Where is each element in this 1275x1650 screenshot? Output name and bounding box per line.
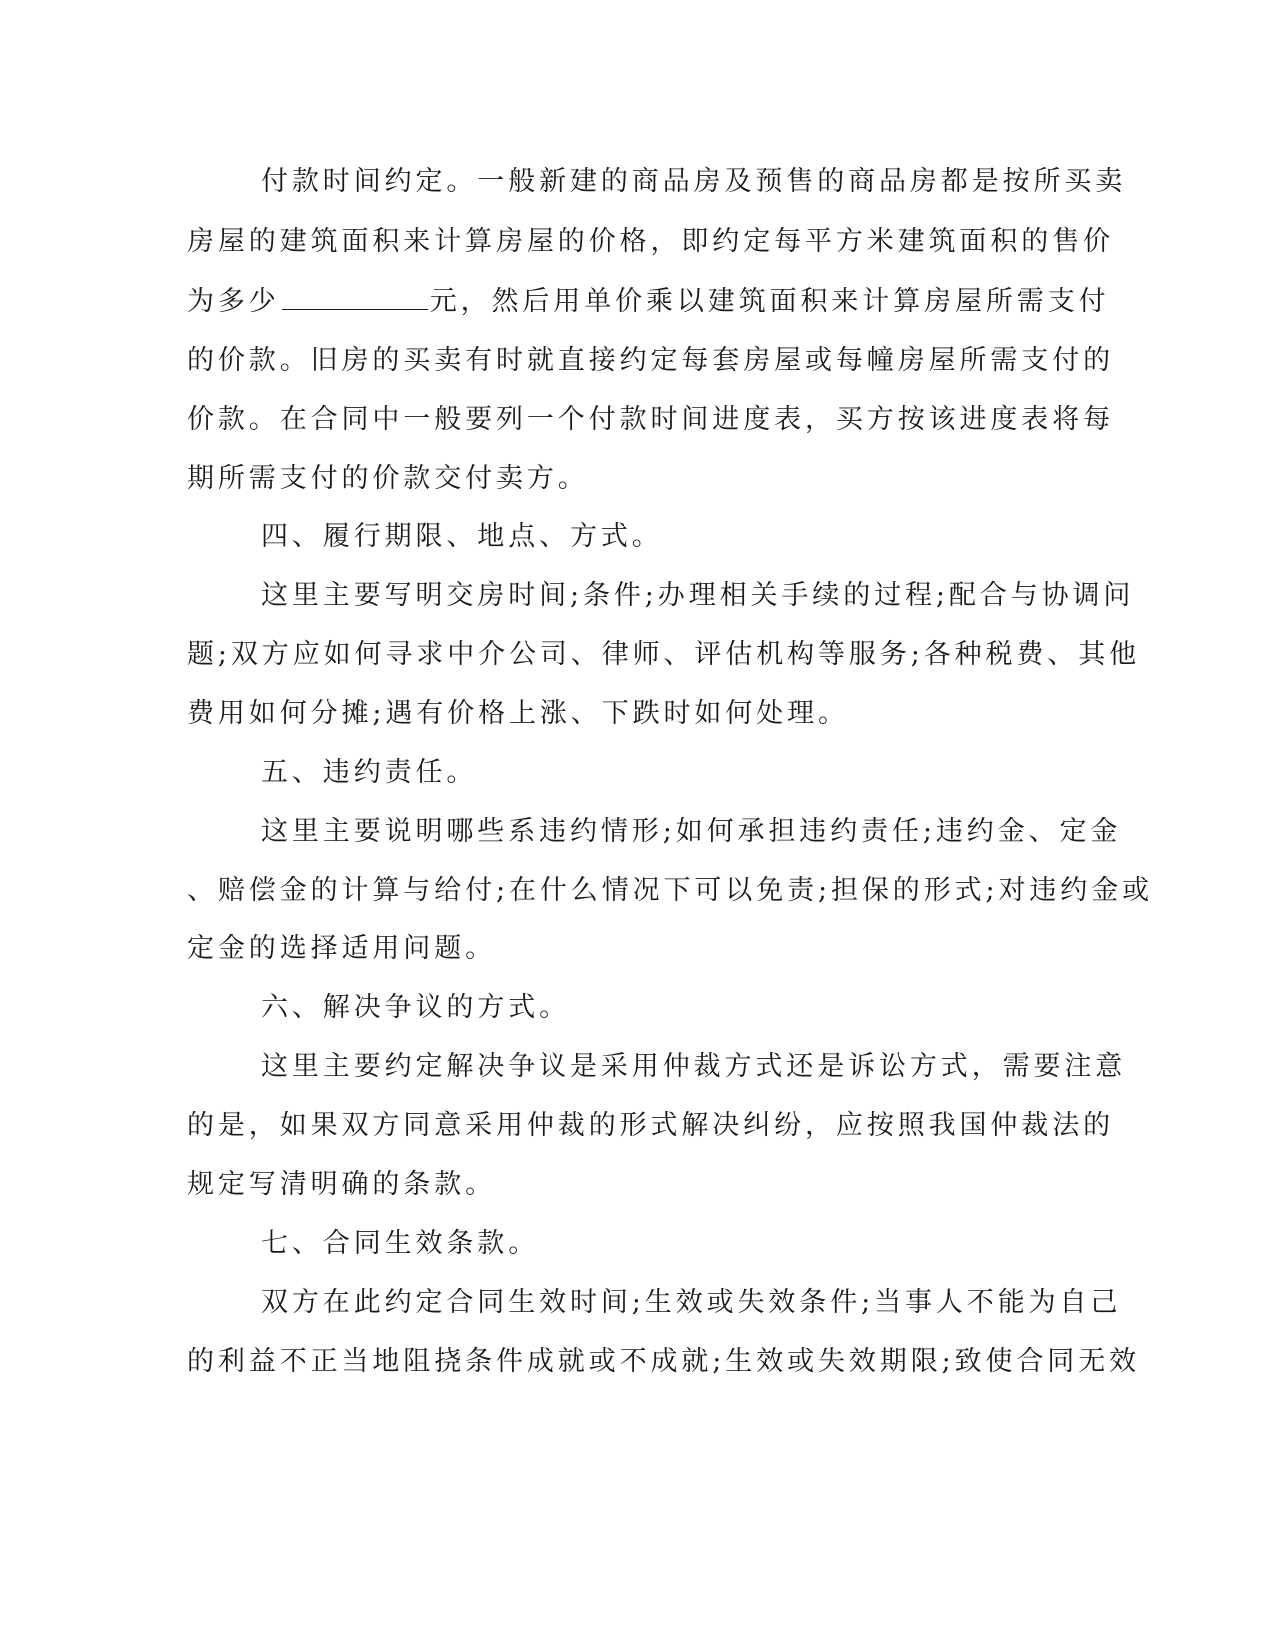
text-line: 双方在此约定合同生效时间;生效或失效条件;当事人不能为自己 [261, 1287, 1122, 1318]
text-line: 期所需支付的价款交付卖方。 [187, 463, 589, 494]
text-line: 规定写清明确的条款。 [187, 1169, 496, 1200]
text-line-with-blank [187, 279, 1110, 323]
text-line: 的价款。旧房的买卖有时就直接约定每套房屋或每幢房屋所需支付的 [187, 345, 1114, 376]
text-fragment: 元，然后用单价乘以建筑面积来计算房屋所需支付 [429, 286, 1110, 317]
text-line: 的利益不正当地阻挠条件成就或不成就;生效或失效期限;致使合同无效 [187, 1346, 1140, 1377]
fill-in-blank [282, 279, 428, 310]
text-line: 这里主要约定解决争议是采用仲裁方式还是诉讼方式，需要注意 [261, 1051, 1127, 1082]
text-line: 价款。在合同中一般要列一个付款时间进度表，买方按该进度表将每 [187, 404, 1114, 435]
text-line: 的是，如果双方同意采用仲裁的形式解决纠纷，应按照我国仲裁法的 [187, 1110, 1114, 1141]
section-heading: 五、违约责任。 [261, 757, 478, 788]
text-line: 付款时间约定。一般新建的商品房及预售的商品房都是按所买卖 [261, 166, 1127, 197]
text-line: 定金的选择适用问题。 [187, 933, 496, 964]
section-heading: 七、合同生效条款。 [261, 1228, 540, 1259]
section-heading: 六、解决争议的方式。 [261, 992, 570, 1023]
text-line: 这里主要说明哪些系违约情形;如何承担违约责任;违约金、定金 [261, 816, 1122, 847]
text-line: 这里主要写明交房时间;条件;办理相关手续的过程;配合与协调问 [261, 580, 1135, 611]
text-line: 费用如何分摊;遇有价格上涨、下跌时如何处理。 [187, 698, 849, 729]
text-line: 房屋的建筑面积来计算房屋的价格，即约定每平方米建筑面积的售价 [187, 226, 1114, 257]
text-line: 题;双方应如何寻求中介公司、律师、评估机构等服务;各种税费、其他 [187, 639, 1140, 670]
text-line: 、赔偿金的计算与给付;在什么情况下可以免责;担保的形式;对违约金或 [187, 875, 1153, 906]
text-fragment: 为多少 [187, 286, 280, 317]
section-heading: 四、履行期限、地点、方式。 [261, 521, 663, 552]
